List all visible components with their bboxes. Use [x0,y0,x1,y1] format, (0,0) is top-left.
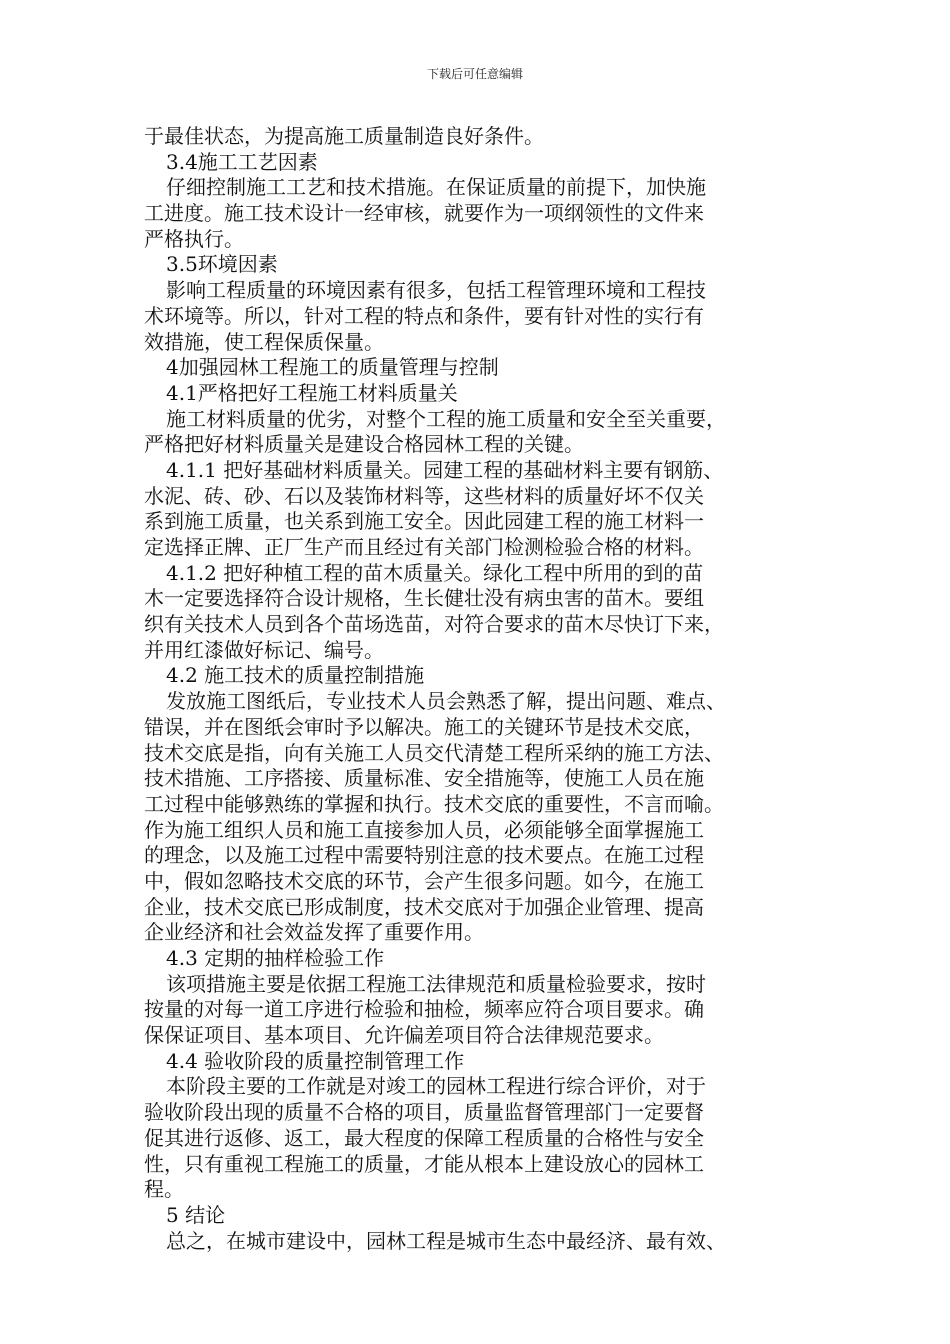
text-line: 工进度。施工技术设计一经审核，就要作为一项纲领性的文件来 [144,201,704,226]
text-line: 发放施工图纸后，专业技术人员会熟悉了解，提出问题、难点、 [166,689,726,714]
text-line: 并用红漆做好标记、编号。 [144,637,384,662]
text-line: 严格把好材料质量关是建设合格园林工程的关键。 [144,432,584,457]
text-line: 施工材料质量的优劣，对整个工程的施工质量和安全至关重要， [166,406,726,431]
text-line: 性，只有重视工程施工的质量，才能从根本上建设放心的园林工 [144,1151,704,1176]
text-line: 工过程中能够熟练的掌握和执行。技术交底的重要性，不言而喻。 [144,791,724,816]
text-line: 4.2 施工技术的质量控制措施 [166,663,425,688]
text-line: 术环境等。所以，针对工程的特点和条件，要有针对性的实行有 [144,303,704,328]
text-line: 5 结论 [166,1202,226,1227]
text-line: 总之，在城市建设中，园林工程是城市生态中最经济、最有效、 [166,1228,726,1253]
text-line: 技术措施、工序搭接、质量标准、安全措施等，使施工人员在施 [144,766,704,791]
text-line: 木一定要选择符合设计规格，生长健壮没有病虫害的苗木。要组 [144,586,704,611]
text-line: 中，假如忽略技术交底的环节，会产生很多问题。如今，在施工 [144,868,704,893]
text-line: 定选择正牌、正厂生产而且经过有关部门检测检验合格的材料。 [144,535,704,559]
text-line: 企业，技术交底已形成制度，技术交底对于加强企业管理、提高 [144,894,704,919]
text-line: 于最佳状态，为提高施工质量制造良好条件。 [144,124,544,148]
text-line: 4.3 定期的抽样检验工作 [166,946,385,970]
text-line: 3.4施工工艺因素 [166,149,318,174]
text-line: 3.5环境因素 [166,252,278,277]
text-line: 影响工程质量的环境因素有很多，包括工程管理环境和工程技 [166,278,706,303]
text-line: 程。 [144,1177,184,1202]
text-line: 作为施工组织人员和施工直接参加人员，必须能够全面掌握施工 [144,817,704,842]
text-line: 的理念，以及施工过程中需要特别注意的技术要点。在施工过程 [144,843,704,868]
text-line: 验收阶段出现的质量不合格的项目，质量监督管理部门一定要督 [144,1100,704,1125]
text-line: 4加强园林工程施工的质量管理与控制 [166,355,499,380]
text-line: 4.1.1 把好基础材料质量关。园建工程的基础材料主要有钢筋、 [166,457,724,482]
text-line: 严格执行。 [144,226,244,251]
document-body [144,124,794,1254]
text-line: 4.1严格把好工程施工材料质量关 [166,380,458,405]
page-header: 下载后可任意编辑 [426,67,523,81]
text-line: 4.1.2 把好种植工程的苗木质量关。绿化工程中所用的到的苗 [166,560,704,585]
text-line: 4.4 验收阶段的质量控制管理工作 [166,1048,465,1073]
text-line: 保保证项目、基本项目、允许偏差项目符合法律规范要求。 [144,1023,664,1048]
text-line: 该项措施主要是依据工程施工法律规范和质量检验要求，按时 [166,971,706,996]
text-line: 本阶段主要的工作就是对竣工的园林工程进行综合评价，对于 [166,1074,706,1099]
text-line: 仔细控制施工工艺和技术措施。在保证质量的前提下，加快施 [166,175,706,200]
text-line: 系到施工质量，也关系到施工安全。因此园建工程的施工材料一 [144,509,704,534]
text-line: 错误，并在图纸会审时予以解决。施工的关键环节是技术交底， [144,714,704,739]
text-line: 按量的对每一道工序进行检验和抽检，频率应符合项目要求。确 [144,997,704,1022]
text-line: 织有关技术人员到各个苗场选苗，对符合要求的苗木尽快订下来， [144,612,724,637]
text-line: 技术交底是指，向有关施工人员交代清楚工程所采纳的施工方法、 [144,740,724,765]
text-line: 促其进行返修、返工，最大程度的保障工程质量的合格性与安全 [144,1125,704,1150]
text-line: 水泥、砖、砂、石以及装饰材料等，这些材料的质量好坏不仅关 [144,483,704,508]
text-line: 效措施，使工程保质保量。 [144,329,384,354]
text-line: 企业经济和社会效益发挥了重要作用。 [144,920,484,945]
